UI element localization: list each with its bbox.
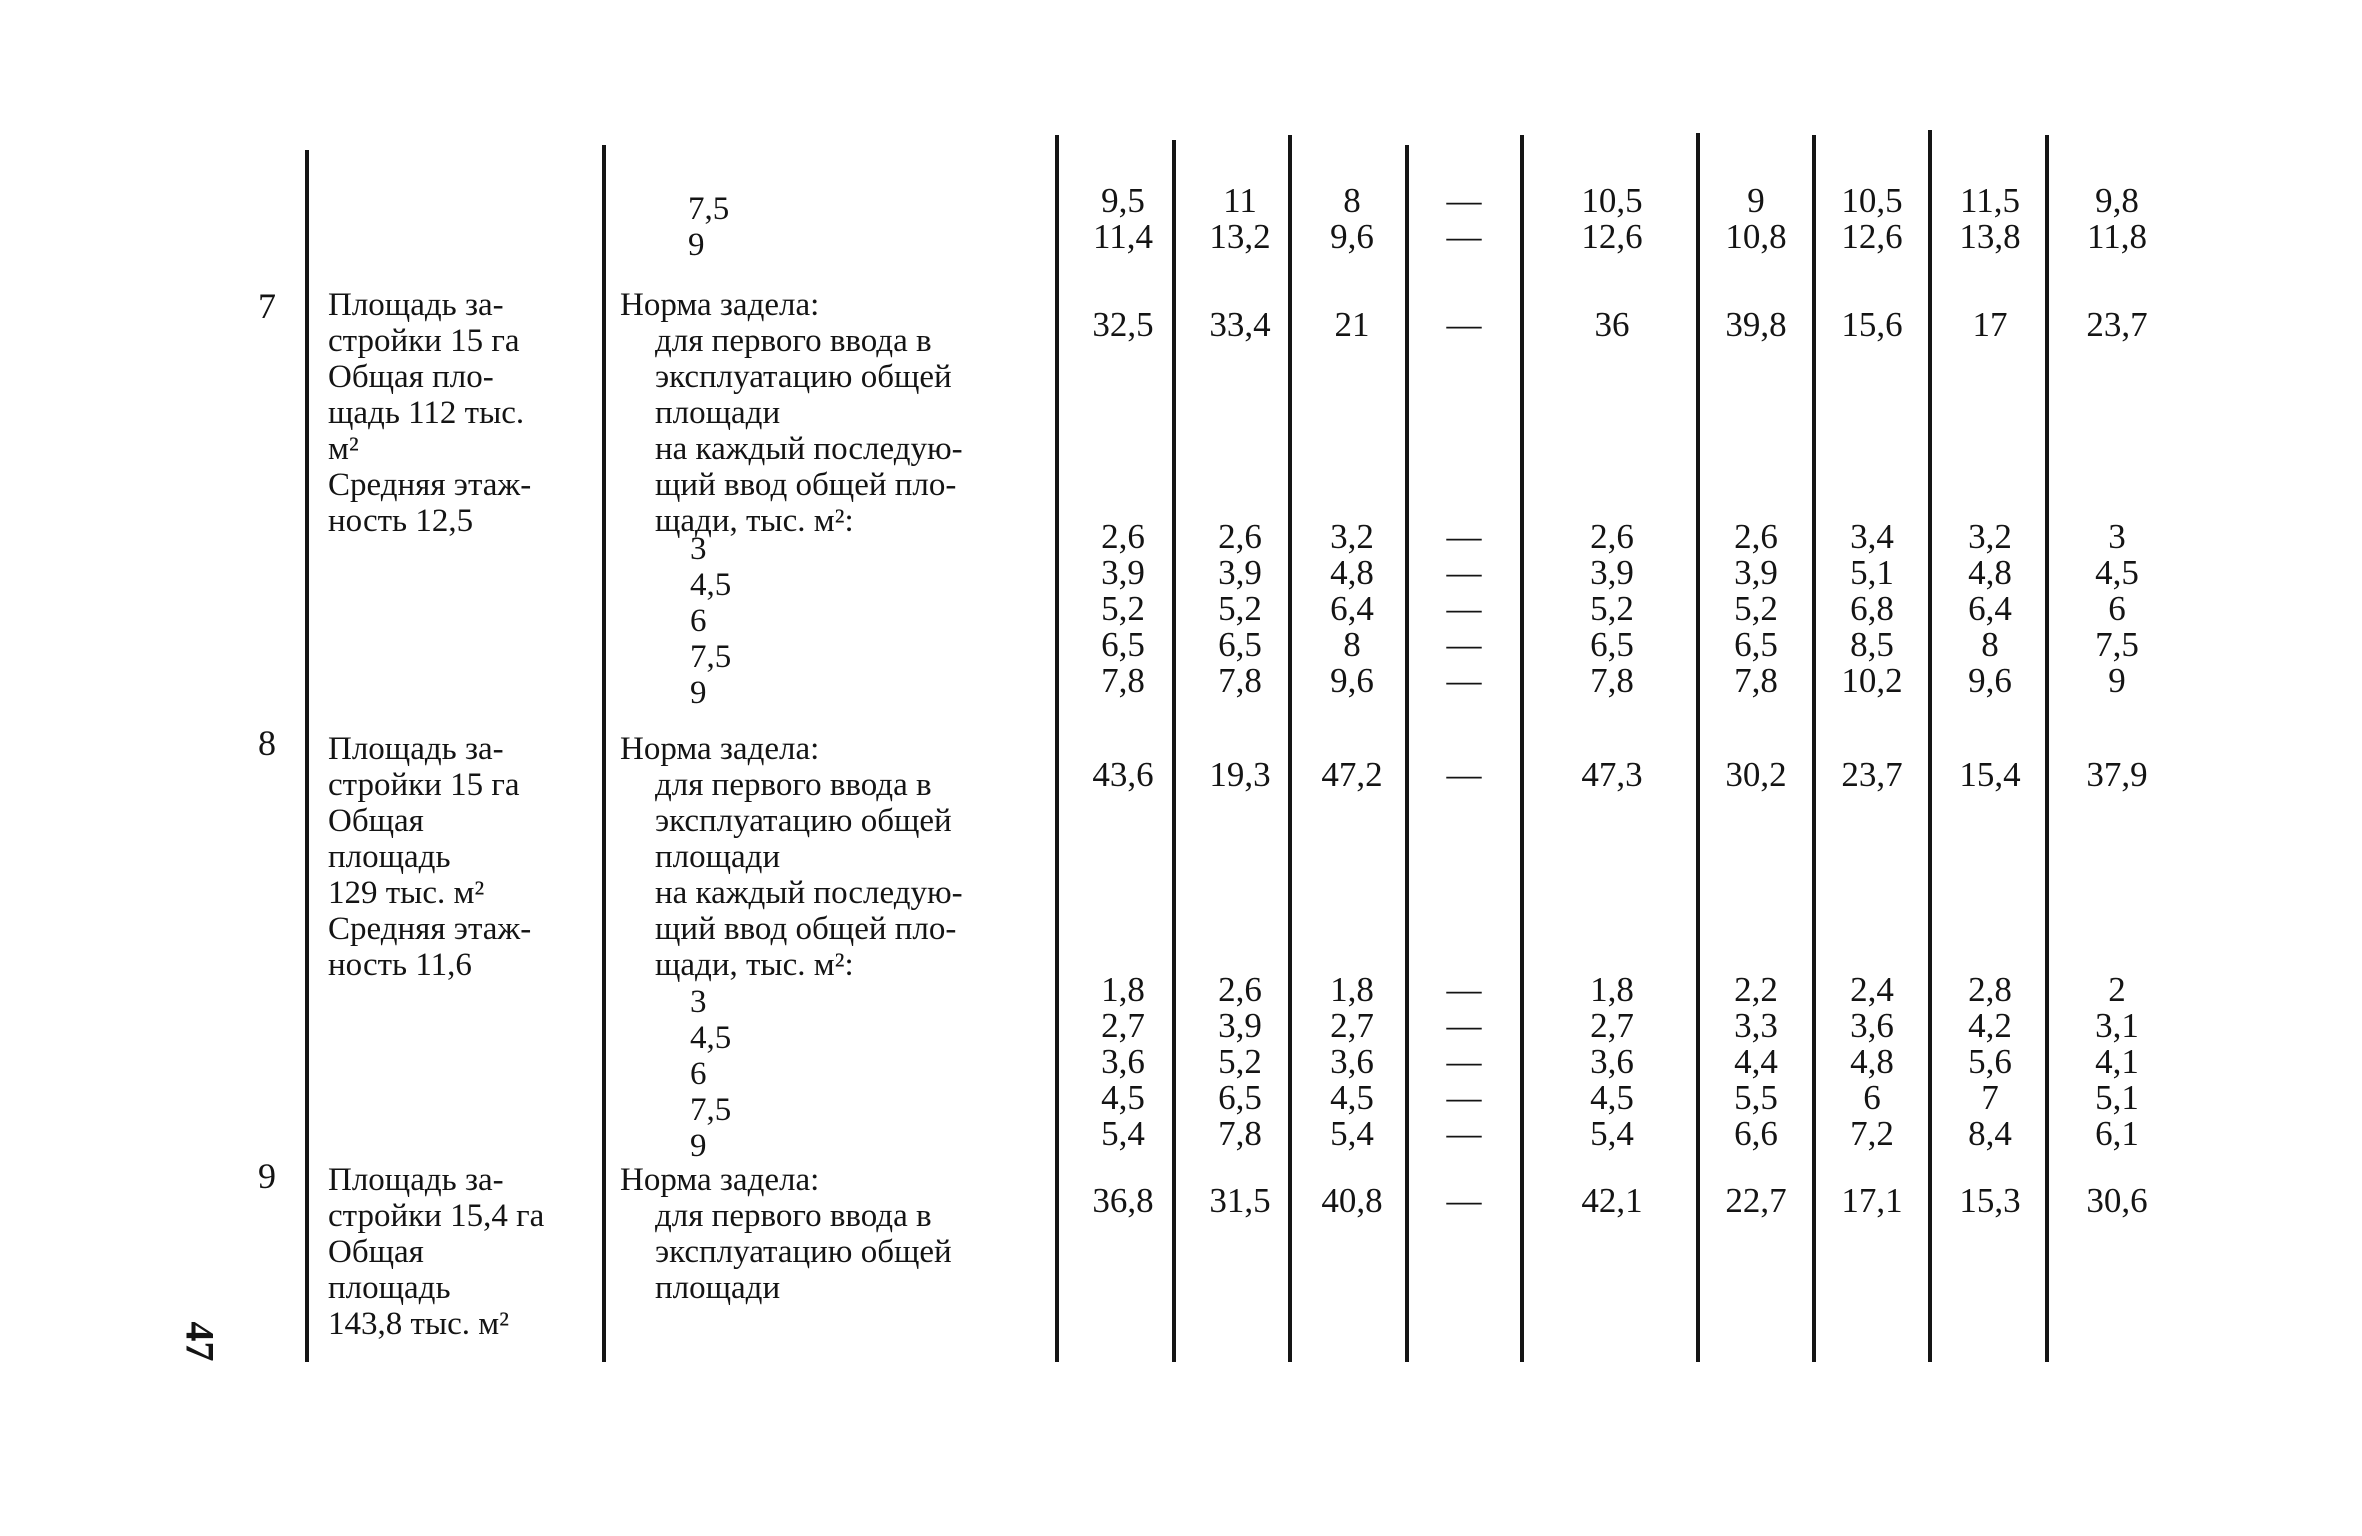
table-value: 43,6 [1092, 755, 1154, 794]
table-value: 7,8 [1218, 661, 1262, 700]
table-value: 7,8 [1590, 661, 1634, 700]
param-label: 4,5 [690, 567, 732, 603]
param-label: 7,5 [690, 639, 732, 675]
column-rule [1520, 135, 1524, 1362]
table-value: 7 [1981, 1078, 1999, 1117]
table-value: 11 [1223, 181, 1257, 220]
object-description-line: Площадь за- [328, 731, 504, 767]
table-value: 13,2 [1209, 217, 1271, 256]
table-value: 5,2 [1590, 589, 1634, 628]
param-label: 3 [690, 984, 707, 1020]
column-rule [305, 150, 309, 1362]
norm-description-line: на каждый последую- [655, 431, 963, 467]
table-value: 42,1 [1581, 1181, 1643, 1220]
table-value: 12,6 [1581, 217, 1643, 256]
table-value: — [1446, 970, 1482, 1009]
norm-description-line: для первого ввода в [655, 1198, 932, 1234]
norm-title: Норма задела: [620, 731, 820, 767]
table-value: 3,6 [1101, 1042, 1145, 1081]
table-value: 8 [1981, 625, 1999, 664]
table-value: 6,5 [1734, 625, 1778, 664]
table-value: 10,5 [1581, 181, 1643, 220]
table-value: 3,2 [1968, 517, 2012, 556]
table-value: 4,5 [1590, 1078, 1634, 1117]
table-value: — [1446, 589, 1482, 628]
param-label: 3 [690, 531, 707, 567]
table-value: 11,8 [2087, 217, 2147, 256]
table-value: 3 [2108, 517, 2126, 556]
table-value: — [1446, 1006, 1482, 1045]
table-value: 3,1 [2095, 1006, 2139, 1045]
table-value: 11,5 [1960, 181, 2020, 220]
table-value: 31,5 [1209, 1181, 1271, 1220]
table-value: 2,7 [1590, 1006, 1634, 1045]
table-value: 5,1 [2095, 1078, 2139, 1117]
object-description-line: площадь [328, 839, 451, 875]
object-description-line: Площадь за- [328, 1162, 504, 1198]
table-value: 6,4 [1330, 589, 1374, 628]
table-value: 2,6 [1590, 517, 1634, 556]
param-label: 9 [690, 1128, 707, 1164]
table-value: 4,2 [1968, 1006, 2012, 1045]
table-value: 3,6 [1590, 1042, 1634, 1081]
table-value: — [1446, 517, 1482, 556]
table-value: 1,8 [1101, 970, 1145, 1009]
table-value: 2,4 [1850, 970, 1894, 1009]
table-value: 5,2 [1734, 589, 1778, 628]
table-value: 9 [1747, 181, 1765, 220]
param-label: 7,5 [690, 1092, 732, 1128]
table-value: 6,1 [2095, 1114, 2139, 1153]
table-value: 4,5 [2095, 553, 2139, 592]
object-description-line: площадь [328, 1270, 451, 1306]
param-label: 4,5 [690, 1020, 732, 1056]
table-value: — [1446, 1078, 1482, 1117]
param-label: 9 [688, 227, 705, 263]
param-label: 9 [690, 675, 707, 711]
norm-title: Норма задела: [620, 1162, 820, 1198]
table-value: 6,5 [1101, 625, 1145, 664]
table-value: 3,6 [1330, 1042, 1374, 1081]
object-description-line: стройки 15 га [328, 323, 520, 359]
table-value: 21 [1334, 305, 1370, 344]
table-value: 2,8 [1968, 970, 2012, 1009]
table-value: 7,2 [1850, 1114, 1894, 1153]
object-description-line: стройки 15,4 га [328, 1198, 545, 1234]
object-description-line: щадь 112 тыс. [328, 395, 525, 431]
table-value: 8,4 [1968, 1114, 2012, 1153]
table-value: 4,8 [1968, 553, 2012, 592]
object-description-line: 143,8 тыс. м² [328, 1306, 510, 1342]
table-value: — [1446, 181, 1482, 220]
table-value: 15,3 [1959, 1181, 2021, 1220]
table-value: 30,6 [2086, 1181, 2148, 1220]
table-value: 3,6 [1850, 1006, 1894, 1045]
table-value: 2 [2108, 970, 2126, 1009]
table-value: 9 [2108, 661, 2126, 700]
object-description-line: Средняя этаж- [328, 911, 532, 947]
column-rule [1812, 135, 1816, 1362]
table-value: 15,6 [1841, 305, 1903, 344]
table-value: 5,2 [1218, 1042, 1262, 1081]
table-value: 1,8 [1330, 970, 1374, 1009]
table-value: 11,4 [1093, 217, 1153, 256]
table-value: 6 [2108, 589, 2126, 628]
object-description-line: ность 12,5 [328, 503, 474, 539]
table-value: 5,2 [1101, 589, 1145, 628]
table-value: 2,2 [1734, 970, 1778, 1009]
column-rule [1696, 133, 1700, 1362]
table-value: 6,6 [1734, 1114, 1778, 1153]
object-description-line: стройки 15 га [328, 767, 520, 803]
norm-description-line: щади, тыс. м²: [655, 503, 854, 539]
table-value: 15,4 [1959, 755, 2021, 794]
table-value: — [1446, 217, 1482, 256]
table-value: 17,1 [1841, 1181, 1903, 1220]
table-value: 9,8 [2095, 181, 2139, 220]
table-value: 23,7 [1841, 755, 1903, 794]
table-value: — [1446, 1114, 1482, 1153]
table-value: 4,5 [1101, 1078, 1145, 1117]
table-value: 6,5 [1218, 1078, 1262, 1117]
table-value: 33,4 [1209, 305, 1271, 344]
table-value: 13,8 [1959, 217, 2021, 256]
table-value: 8 [1343, 625, 1361, 664]
object-description-line: Площадь за- [328, 287, 504, 323]
table-value: — [1446, 625, 1482, 664]
table-value: — [1446, 305, 1482, 344]
table-value: 6,8 [1850, 589, 1894, 628]
norm-description-line: эксплуатацию общей [655, 1234, 952, 1270]
column-rule [1405, 145, 1409, 1362]
table-value: 7,8 [1734, 661, 1778, 700]
table-value: 4,8 [1330, 553, 1374, 592]
table-value: — [1446, 661, 1482, 700]
object-description-line: Общая пло- [328, 359, 494, 395]
table-value: 10,2 [1841, 661, 1903, 700]
norm-description-line: на каждый последую- [655, 875, 963, 911]
norm-description-line: площади [655, 1270, 781, 1306]
table-value: 17 [1972, 305, 2008, 344]
object-description-line: ность 11,6 [328, 947, 472, 983]
table-value: 5,1 [1850, 553, 1894, 592]
column-rule [2045, 135, 2049, 1362]
norm-title: Норма задела: [620, 287, 820, 323]
table-value: 1,8 [1590, 970, 1634, 1009]
norm-description-line: для первого ввода в [655, 767, 932, 803]
table-value: 3,9 [1734, 553, 1778, 592]
table-value: 6,5 [1590, 625, 1634, 664]
object-description-line: 129 тыс. м² [328, 875, 485, 911]
table-value: — [1446, 553, 1482, 592]
table-value: 22,7 [1725, 1181, 1787, 1220]
table-value: 5,4 [1590, 1114, 1634, 1153]
param-label: 7,5 [688, 191, 730, 227]
table-value: 2,7 [1101, 1006, 1145, 1045]
norm-description-line: щади, тыс. м²: [655, 947, 854, 983]
table-value: 6,4 [1968, 589, 2012, 628]
table-value: 32,5 [1092, 305, 1154, 344]
norm-description-line: для первого ввода в [655, 323, 932, 359]
row-number: 8 [258, 723, 276, 763]
table-value: 40,8 [1321, 1181, 1383, 1220]
norm-description-line: площади [655, 395, 781, 431]
table-value: 12,6 [1841, 217, 1903, 256]
object-description-line: Общая [328, 1234, 424, 1270]
table-value: 23,7 [2086, 305, 2148, 344]
table-value: 6 [1863, 1078, 1881, 1117]
table-value: 5,5 [1734, 1078, 1778, 1117]
table-value: 5,6 [1968, 1042, 2012, 1081]
object-description-line: м² [328, 431, 359, 467]
table-value: 3,2 [1330, 517, 1374, 556]
table-value: 2,6 [1218, 970, 1262, 1009]
table-value: 2,7 [1330, 1006, 1374, 1045]
table-value: 4,4 [1734, 1042, 1778, 1081]
table-value: 4,1 [2095, 1042, 2139, 1081]
table-value: — [1446, 1042, 1482, 1081]
table-value: 10,5 [1841, 181, 1903, 220]
table-value: 3,9 [1590, 553, 1634, 592]
table-value: 3,9 [1218, 1006, 1262, 1045]
table-value: 7,5 [2095, 625, 2139, 664]
table-value: 2,6 [1734, 517, 1778, 556]
table-value: 3,9 [1218, 553, 1262, 592]
row-number: 7 [258, 286, 276, 326]
table-value: 19,3 [1209, 755, 1271, 794]
object-description-line: Средняя этаж- [328, 467, 532, 503]
norm-description-line: эксплуатацию общей [655, 803, 952, 839]
column-rule [1288, 135, 1292, 1362]
table-value: 3,9 [1101, 553, 1145, 592]
table-value: 5,4 [1330, 1114, 1374, 1153]
param-label: 6 [690, 1056, 707, 1092]
table-value: 5,2 [1218, 589, 1262, 628]
table-value: 36,8 [1092, 1181, 1154, 1220]
norm-description-line: щий ввод общей пло- [655, 467, 957, 503]
table-value: 3,3 [1734, 1006, 1778, 1045]
table-value: 9,6 [1330, 661, 1374, 700]
table-value: 2,6 [1101, 517, 1145, 556]
table-value: 3,4 [1850, 517, 1894, 556]
table-value: 10,8 [1725, 217, 1787, 256]
table-value: 9,5 [1101, 181, 1145, 220]
table-value: 4,8 [1850, 1042, 1894, 1081]
table-value: 30,2 [1725, 755, 1787, 794]
norm-description-line: щий ввод общей пло- [655, 911, 957, 947]
column-rule [1172, 140, 1176, 1362]
table-value: 8,5 [1850, 625, 1894, 664]
table-value: 7,8 [1101, 661, 1145, 700]
row-number: 9 [258, 1156, 276, 1196]
table-value: 6,5 [1218, 625, 1262, 664]
table-value: — [1446, 1181, 1482, 1220]
table-value: 37,9 [2086, 755, 2148, 794]
page-number: 47 [177, 1321, 223, 1362]
norm-description-line: площади [655, 839, 781, 875]
table-value: 47,3 [1581, 755, 1643, 794]
norm-description-line: эксплуатацию общей [655, 359, 952, 395]
table-value: 8 [1343, 181, 1361, 220]
column-rule [1928, 130, 1932, 1362]
table-value: 39,8 [1725, 305, 1787, 344]
table-value: 47,2 [1321, 755, 1383, 794]
table-value: 9,6 [1968, 661, 2012, 700]
param-label: 6 [690, 603, 707, 639]
table-value: — [1446, 755, 1482, 794]
column-rule [602, 145, 606, 1362]
table-value: 9,6 [1330, 217, 1374, 256]
table-value: 5,4 [1101, 1114, 1145, 1153]
object-description-line: Общая [328, 803, 424, 839]
table-value: 2,6 [1218, 517, 1262, 556]
table-value: 7,8 [1218, 1114, 1262, 1153]
column-rule [1055, 135, 1059, 1362]
table-value: 36 [1594, 305, 1630, 344]
table-value: 4,5 [1330, 1078, 1374, 1117]
